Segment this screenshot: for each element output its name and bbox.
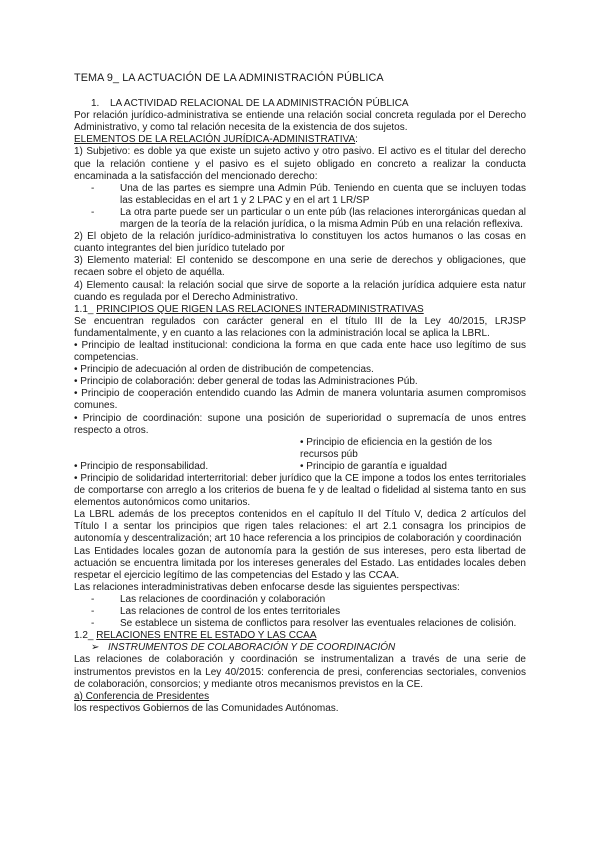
bullet-coordinacion: • Principio de coordinación: supone una posición de superioridad o supremacía de unos entres respecto a otros. — [74, 412, 526, 436]
conferencia-heading-text: a) Conferencia de Presidentes — [74, 690, 210, 702]
list-item-text: Se establece un sistema de conflictos para resolver las eventuales relaciones de colisión. — [120, 618, 517, 630]
paragraph-lbrl: La LBRL además de los preceptos contenidos en el capítulo II del Título V, dedica 2 artículos del Título I a sentar los principios que rigen tales relaciones: el art 2.1 consagra los principios de autonomía y descentralización; art 10 hace referencia a los principios de colaboración y coordinación — [74, 509, 526, 545]
document-title: TEMA 9_ LA ACTUACIÓN DE LA ADMINISTRACIÓN PÚBLICA — [74, 72, 384, 84]
bullet-row — [74, 461, 526, 473]
document-page — [74, 72, 526, 715]
dash-marker: - — [91, 182, 95, 194]
arrow-bullet-icon: ➢ — [91, 642, 100, 654]
elementos-heading-text: ELEMENTOS DE LA RELACIÓN JURÍDICA-ADMINISTRATIVA — [74, 134, 356, 146]
section-1-2-heading — [74, 630, 526, 642]
section-1-2-number: 1.2_ — [74, 630, 94, 642]
section-1-heading — [91, 98, 526, 110]
dash-marker: - — [91, 618, 95, 630]
elementos-heading-colon: : — [355, 134, 358, 146]
bullet-cooperacion: • Principio de cooperación entendido cuando las Admin de manera voluntaria asumen compromisos comunes. — [74, 388, 526, 412]
bullet-responsabilidad: • Principio de responsabilidad. — [74, 460, 209, 472]
paragraph-material: 3) Elemento material: El contenido se descompone en una serie de derechos y obligaciones, que recaen sobre el objeto de aquélla. — [74, 255, 526, 279]
list-item — [91, 606, 526, 618]
list-item-text: Las relaciones de coordinación y colaboración — [120, 593, 326, 605]
elementos-heading — [74, 134, 526, 146]
list-item — [91, 594, 526, 606]
bullet-solidaridad: • Principio de solidaridad interterritorial: deber jurídico que la CE impone a todos los entes territoriales de comportarse con arreglo a los criterios de buena fe y de lealtad o fidelidad al sistema tanto en sus elementos autonómicos como unitarios. — [74, 473, 526, 509]
conferencia-heading — [74, 691, 526, 703]
list-item — [91, 183, 526, 207]
paragraph-perspectivas: Las relaciones interadministrativas deben enfocarse desde las siguientes perspectivas: — [74, 581, 460, 593]
bullet-colaboracion: • Principio de colaboración: deber general de todas las Administraciones Púb. — [74, 376, 418, 388]
bullet-adecuacion: • Principio de adecuación al orden de distribución de competencias. — [74, 364, 374, 376]
paragraph-subjetivo: 1) Subjetivo: es doble ya que existe un sujeto activo y otro pasivo. El activo es el titular del derecho que la relación contiene y el pasivo es el sujeto obligado en concreto a realizar la conducta encaminada a la satisfacción del mencionado derecho: — [74, 146, 526, 182]
section-1-1-number: 1.1_ — [74, 303, 94, 315]
paragraph-objeto: 2) El objeto de la relación jurídico-administrativa lo constituyen los actos humanos o las cosas en cuanto integrantes del bien jurídico tutelado por — [74, 231, 526, 255]
dash-marker: - — [91, 593, 95, 605]
bullet-garantia: • Principio de garantía e igualdad — [300, 460, 447, 472]
paragraph-entidades: Las Entidades locales gozan de autonomía para la gestión de sus intereses, pero esta libertad de actuación se encuentra limitada por los intereses generales del Estado. Las entidades locales deben respetar el ejercicio legítimo de las competencias del Estado y las CCAA. — [74, 545, 526, 581]
paragraph-definition: Por relación jurídico-administrativa se entiende una relación social concreta regulada por el Derecho Administrativo, y como tal relación necesita de la existencia de dos sujetos. — [74, 110, 526, 134]
instrumentos-heading-text: INSTRUMENTOS DE COLABORACIÓN Y DE COORDINACIÓN — [108, 642, 396, 654]
bullet-row — [74, 437, 526, 461]
section-1-number: 1. — [91, 98, 100, 110]
dash-marker: - — [91, 206, 95, 218]
section-1-title: LA ACTIVIDAD RELACIONAL DE LA ADMINISTRACIÓN PÚBLICA — [110, 98, 409, 110]
paragraph-causal: 4) Elemento causal: la relación social que sirve de soporte a la relación jurídica adquiere esta natur cuando es regulada por el Derecho Administrativo. — [74, 279, 526, 303]
bullet-eficiencia: • Principio de eficiencia en la gestión de los recursos púb — [300, 436, 492, 460]
section-1-2-title: RELACIONES ENTRE EL ESTADO Y LAS CCAA — [96, 630, 317, 642]
list-item-text: Las relaciones de control de los entes territoriales — [120, 606, 341, 618]
paragraph-gobiernos: los respectivos Gobiernos de las Comunidades Autónomas. — [74, 702, 339, 714]
section-1-1-title: PRINCIPIOS QUE RIGEN LAS RELACIONES INTERADMINISTRATIVAS — [96, 303, 424, 315]
paragraph-instrumentos: Las relaciones de colaboración y coordinación se instrumentalizan a través de una serie de instrumentos previstos en la Ley 40/2015: conferencia de presi, conferencias sectoriales, convenios de colaboración, consorcios; y mediante otros mecanismos previstos en la CE. — [74, 654, 526, 690]
bullet-lealtad: • Principio de lealtad institucional: condiciona la forma en que cada ente hace uso legítimo de sus competencias. — [74, 339, 526, 364]
paragraph-regulados: Se encuentran regulados con carácter general en el título III de la Ley 40/2015, LRJSP fundamentalmente, y en cuanto a las relaciones con la administración local se aplica la LBRL. — [74, 315, 526, 339]
dash-marker: - — [91, 606, 95, 618]
list-item-text: La otra parte puede ser un particular o un ente púb (las relaciones interorgánicas quedan al margen de la teoría de la relación jurídica, o la misma Admin Púb en una relación reflexiva. — [120, 206, 526, 231]
list-item — [91, 618, 526, 630]
section-1-1-heading — [74, 304, 526, 316]
list-item-text: Una de las partes es siempre una Admin Púb. Teniendo en cuenta que se incluyen todas las establecidas en el art 1 y 2 LPAC y en el art 1 LR/SP — [120, 182, 526, 206]
instrumentos-heading — [91, 642, 526, 654]
list-item — [91, 207, 526, 231]
